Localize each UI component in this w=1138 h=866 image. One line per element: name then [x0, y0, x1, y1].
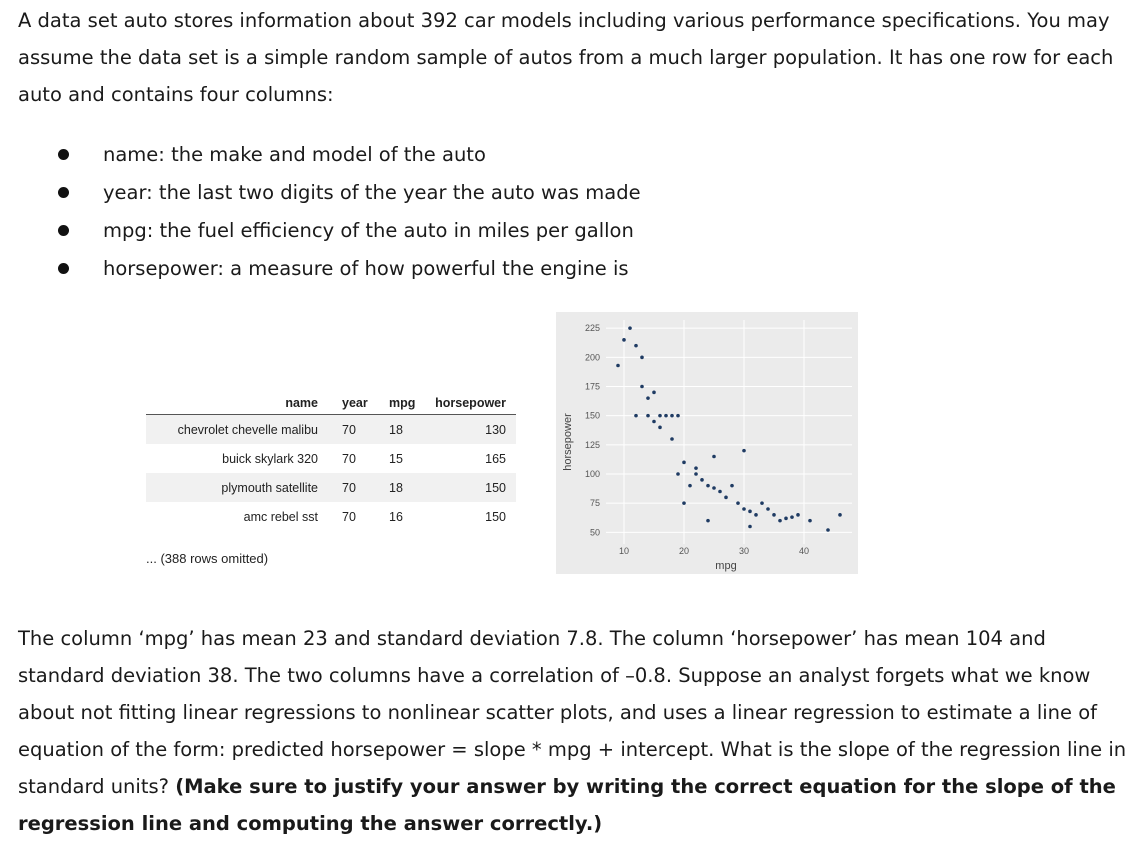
- scatter-point: [688, 484, 692, 488]
- header-mpg: mpg: [389, 396, 416, 410]
- scatter-point: [676, 414, 680, 418]
- scatter-point: [652, 420, 656, 424]
- y-tick-label: 125: [584, 439, 600, 450]
- x-tick-label: 40: [798, 546, 810, 556]
- x-axis-label: mpg: [715, 560, 737, 572]
- scatter-point: [826, 528, 830, 532]
- scatter-point: [712, 486, 716, 490]
- scatter-point: [712, 455, 716, 459]
- scatter-point: [778, 519, 782, 523]
- x-tick-label: 10: [618, 546, 630, 556]
- scatter-point: [646, 396, 650, 400]
- cell-name: buick skylark 320: [222, 452, 318, 466]
- data-table: [146, 392, 516, 531]
- scatter-point: [694, 472, 698, 476]
- scatter-point: [640, 356, 644, 360]
- scatter-point: [658, 414, 662, 418]
- y-tick-label: 50: [589, 527, 600, 538]
- scatter-point: [736, 501, 740, 505]
- x-tick-label: 30: [738, 546, 750, 556]
- scatter-point: [706, 484, 710, 488]
- scatter-point: [706, 519, 710, 523]
- cell-mpg: 16: [389, 510, 403, 524]
- y-tick-label: 75: [589, 498, 600, 509]
- bullet-icon: [58, 225, 69, 236]
- header-horsepower: horsepower: [435, 396, 506, 410]
- scatter-chart: [556, 312, 858, 574]
- intro-paragraph: A data set auto stores information about 392 car models including various performance specifications. You may assume the data set is a simple random sample of autos from a much larger population. It has one row for each auto and contains four columns:: [18, 9, 1114, 106]
- bullet-icon: [58, 149, 69, 160]
- scatter-point: [700, 478, 704, 482]
- scatter-point: [796, 513, 800, 517]
- scatter-point: [658, 426, 662, 430]
- scatter-point: [772, 513, 776, 517]
- scatter-point: [634, 344, 638, 348]
- scatter-point: [742, 449, 746, 453]
- y-tick-label: 175: [584, 381, 600, 392]
- question-instruction: (Make sure to justify your answer by writing the correct equation for the slope of the regression line and computing the answer correctly.): [18, 775, 1116, 835]
- cell-mpg: 18: [389, 423, 403, 437]
- column-list: [0, 136, 641, 288]
- list-item: [0, 250, 641, 288]
- scatter-point: [676, 472, 680, 476]
- scatter-point: [652, 391, 656, 395]
- table-row: [146, 502, 516, 531]
- scatter-point: [754, 513, 758, 517]
- scatter-plot-svg: [556, 312, 858, 574]
- list-item-text: year: the last two digits of the year the auto was made: [103, 181, 641, 204]
- cell-mpg: 15: [389, 452, 403, 466]
- y-tick-label: 100: [584, 469, 600, 479]
- list-item: [0, 212, 641, 250]
- question-paragraph: [18, 620, 1128, 842]
- scatter-point: [646, 414, 650, 418]
- header-year: year: [342, 396, 368, 410]
- scatter-point: [838, 513, 842, 517]
- y-tick-label: 200: [584, 352, 600, 363]
- bullet-icon: [58, 263, 69, 274]
- scatter-point: [718, 490, 722, 494]
- cell-horsepower: 165: [485, 452, 506, 466]
- cell-horsepower: 150: [485, 481, 506, 495]
- scatter-point: [664, 414, 668, 418]
- y-axis-label: horsepower: [562, 413, 574, 471]
- scatter-point: [670, 437, 674, 441]
- cell-year: 70: [342, 423, 356, 437]
- scatter-point: [640, 385, 644, 389]
- header-name: name: [285, 396, 318, 410]
- scatter-point: [628, 326, 632, 330]
- scatter-point: [766, 507, 770, 511]
- scatter-point: [682, 461, 686, 465]
- table-row: [146, 444, 516, 473]
- rows-omitted-note: ... (388 rows omitted): [146, 551, 269, 566]
- scatter-point: [808, 519, 812, 523]
- scatter-point: [742, 507, 746, 511]
- bullet-icon: [58, 187, 69, 198]
- cell-year: 70: [342, 452, 356, 466]
- scatter-point: [724, 496, 728, 500]
- scatter-point: [694, 466, 698, 470]
- scatter-point: [682, 501, 686, 505]
- cell-year: 70: [342, 510, 356, 524]
- list-item: [0, 174, 641, 212]
- table-row: [146, 415, 516, 444]
- scatter-point: [790, 515, 794, 519]
- cell-horsepower: 150: [485, 510, 506, 524]
- scatter-point: [622, 338, 626, 342]
- scatter-point: [634, 414, 638, 418]
- y-tick-label: 150: [584, 410, 600, 421]
- list-item-text: name: the make and model of the auto: [103, 143, 486, 166]
- x-tick-label: 20: [678, 546, 690, 556]
- cell-name: plymouth satellite: [221, 481, 318, 495]
- cell-horsepower: 130: [485, 423, 506, 437]
- question-text: The column ‘mpg’ has mean 23 and standard deviation 7.8. The column ‘horsepower’ has mean 104 and standard deviation 38. The two columns have a correlation of –0.8. Suppose an analyst forgets what we know about not fitting linear regressions to nonlinear scatter plots, and uses a linear regression to estimate a line of equation of the form: predicted horsepower = slope * mpg + intercept. What is the slope of the regression line in standard units?: [18, 627, 1127, 798]
- scatter-point: [760, 501, 764, 505]
- list-item-text: mpg: the fuel efficiency of the auto in miles per gallon: [103, 219, 634, 242]
- cell-name: chevrolet chevelle malibu: [177, 423, 318, 437]
- scatter-point: [616, 364, 620, 368]
- scatter-point: [748, 510, 752, 514]
- scatter-point: [670, 414, 674, 418]
- scatter-point: [748, 525, 752, 529]
- list-item-text: horsepower: a measure of how powerful the engine is: [103, 257, 629, 280]
- table-row: [146, 473, 516, 502]
- y-tick-label: 225: [584, 323, 600, 334]
- scatter-point: [784, 517, 788, 521]
- cell-mpg: 18: [389, 481, 403, 495]
- list-item: [0, 136, 641, 174]
- table-header: [146, 392, 516, 414]
- cell-name: amc rebel sst: [243, 510, 318, 524]
- scatter-point: [730, 484, 734, 488]
- cell-year: 70: [342, 481, 356, 495]
